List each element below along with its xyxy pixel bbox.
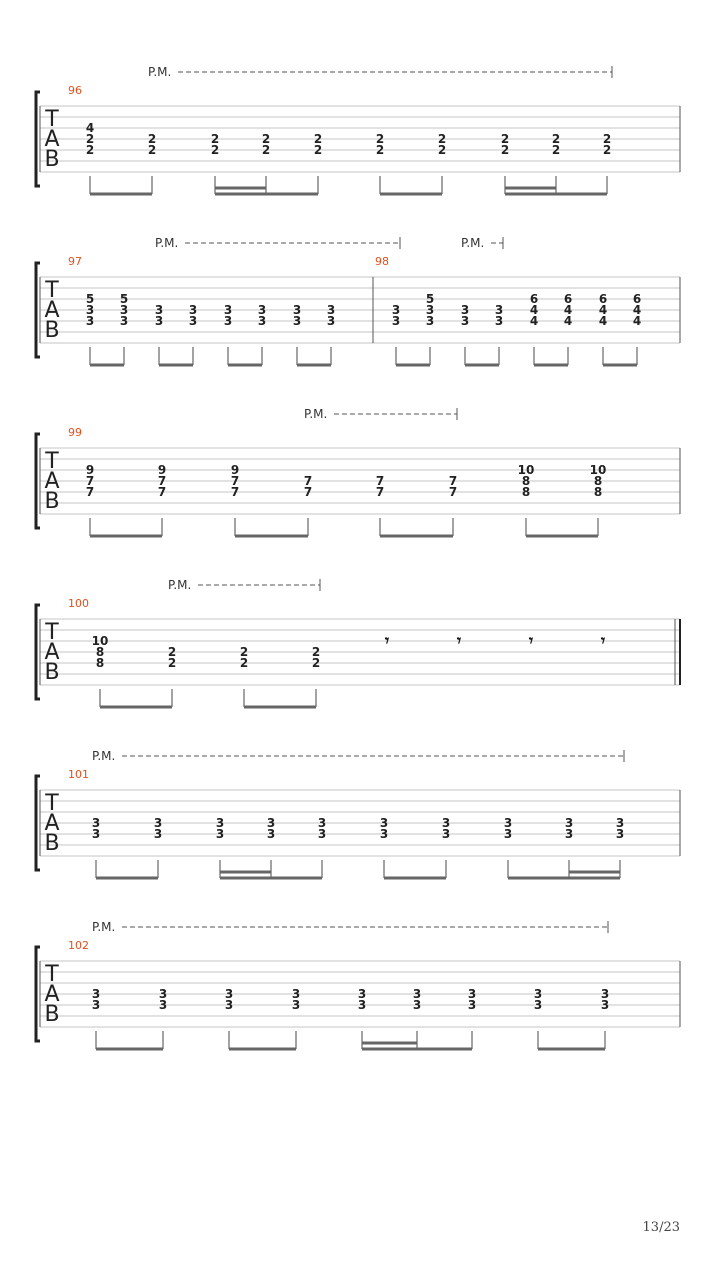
fret-number: 2	[500, 143, 510, 157]
bar-number: 97	[68, 255, 82, 268]
fret-number: 3	[257, 314, 267, 328]
tab-clef-letter: T	[45, 791, 59, 816]
fret-number: 7	[85, 474, 95, 488]
tab-clef-letter: B	[44, 147, 60, 172]
fret-number: 3	[224, 987, 234, 1001]
fret-number: 6	[598, 292, 608, 306]
fret-number: 3	[564, 816, 574, 830]
fret-number: 3	[467, 987, 477, 1001]
fret-number: 4	[529, 314, 539, 328]
fret-number: 3	[494, 303, 504, 317]
fret-number: 3	[266, 827, 276, 841]
fret-number: 2	[167, 656, 177, 670]
fret-number: 3	[460, 314, 470, 328]
fret-number: 3	[223, 303, 233, 317]
fret-number: 3	[379, 816, 389, 830]
palm-mute-label: P.M.	[155, 236, 179, 250]
tab-clef-letter: B	[44, 318, 60, 343]
fret-number: 2	[210, 132, 220, 146]
fret-number: 2	[239, 656, 249, 670]
fret-number: 5	[119, 292, 129, 306]
fret-number: 2	[261, 132, 271, 146]
fret-number: 2	[311, 656, 321, 670]
fret-number: 3	[153, 816, 163, 830]
fret-number: 3	[317, 816, 327, 830]
fret-number: 2	[437, 132, 447, 146]
fret-number: 7	[230, 485, 240, 499]
tab-clef-letter: B	[44, 660, 60, 685]
fret-number: 9	[157, 463, 167, 477]
fret-number: 4	[85, 121, 95, 135]
tab-clef-letter: T	[45, 449, 59, 474]
system-bracket	[36, 605, 40, 699]
fret-number: 3	[257, 303, 267, 317]
fret-number: 6	[632, 292, 642, 306]
bar-number: 101	[68, 768, 89, 781]
fret-number: 2	[375, 143, 385, 157]
fret-number: 3	[326, 314, 336, 328]
system-bracket	[36, 92, 40, 186]
fret-number: 3	[292, 303, 302, 317]
fret-number: 3	[119, 314, 129, 328]
fret-number: 9	[85, 463, 95, 477]
tab-clef-letter: A	[44, 127, 60, 152]
tab-clef-letter: B	[44, 1002, 60, 1027]
fret-number: 3	[215, 816, 225, 830]
fret-number: 7	[303, 485, 313, 499]
fret-number: 3	[158, 998, 168, 1012]
fret-number: 3	[154, 314, 164, 328]
system-bracket	[36, 263, 40, 357]
eighth-rest: 𝄾	[600, 631, 606, 650]
fret-number: 2	[85, 132, 95, 146]
fret-number: 2	[147, 132, 157, 146]
fret-number: 7	[375, 474, 385, 488]
fret-number: 3	[460, 303, 470, 317]
fret-number: 9	[230, 463, 240, 477]
fret-number: 3	[91, 827, 101, 841]
eighth-rest: 𝄾	[384, 631, 390, 650]
fret-number: 3	[425, 314, 435, 328]
fret-number: 3	[91, 998, 101, 1012]
fret-number: 3	[224, 998, 234, 1012]
fret-number: 2	[551, 143, 561, 157]
fret-number: 8	[95, 656, 105, 670]
fret-number: 8	[593, 485, 603, 499]
fret-number: 3	[600, 998, 610, 1012]
fret-number: 2	[602, 132, 612, 146]
page-number: 13/23	[642, 1220, 680, 1235]
fret-number: 2	[239, 645, 249, 659]
fret-number: 3	[292, 314, 302, 328]
tab-clef-letter: A	[44, 640, 60, 665]
tab-clef-letter: B	[44, 831, 60, 856]
fret-number: 8	[521, 485, 531, 499]
fret-number: 2	[375, 132, 385, 146]
fret-number: 7	[157, 485, 167, 499]
fret-number: 10	[91, 634, 109, 648]
tab-clef-letter: A	[44, 469, 60, 494]
tab-clef-letter: A	[44, 982, 60, 1007]
fret-number: 3	[600, 987, 610, 1001]
fret-number: 3	[391, 303, 401, 317]
eighth-rest: 𝄾	[456, 631, 462, 650]
fret-number: 3	[391, 314, 401, 328]
palm-mute-label: P.M.	[92, 920, 116, 934]
fret-number: 3	[153, 827, 163, 841]
bar-number: 102	[68, 939, 89, 952]
fret-number: 8	[593, 474, 603, 488]
fret-number: 2	[313, 143, 323, 157]
fret-number: 3	[266, 816, 276, 830]
fret-number: 2	[85, 143, 95, 157]
fret-number: 2	[147, 143, 157, 157]
palm-mute-label: P.M.	[304, 407, 328, 421]
fret-number: 3	[425, 303, 435, 317]
fret-number: 2	[261, 143, 271, 157]
fret-number: 3	[533, 987, 543, 1001]
fret-number: 6	[563, 292, 573, 306]
fret-number: 3	[188, 314, 198, 328]
fret-number: 3	[357, 998, 367, 1012]
system-bracket	[36, 434, 40, 528]
tab-clef-letter: A	[44, 298, 60, 323]
fret-number: 2	[551, 132, 561, 146]
fret-number: 5	[85, 292, 95, 306]
fret-number: 4	[563, 314, 573, 328]
fret-number: 3	[85, 314, 95, 328]
fret-number: 3	[564, 827, 574, 841]
fret-number: 3	[357, 987, 367, 1001]
tab-clef-letter: A	[44, 811, 60, 836]
fret-number: 3	[158, 987, 168, 1001]
fret-number: 2	[602, 143, 612, 157]
fret-number: 3	[291, 987, 301, 1001]
fret-number: 3	[441, 816, 451, 830]
fret-number: 4	[563, 303, 573, 317]
tab-clef-letter: B	[44, 489, 60, 514]
bar-number: 100	[68, 597, 89, 610]
fret-number: 3	[91, 987, 101, 1001]
fret-number: 8	[95, 645, 105, 659]
fret-number: 7	[85, 485, 95, 499]
fret-number: 5	[425, 292, 435, 306]
fret-number: 3	[467, 998, 477, 1012]
palm-mute-label: P.M.	[148, 65, 172, 79]
fret-number: 3	[91, 816, 101, 830]
fret-number: 3	[533, 998, 543, 1012]
fret-number: 7	[448, 474, 458, 488]
fret-number: 3	[379, 827, 389, 841]
bar-number: 99	[68, 426, 82, 439]
bar-number: 98	[375, 255, 389, 268]
fret-number: 3	[441, 827, 451, 841]
tab-clef-letter: T	[45, 620, 59, 645]
fret-number: 3	[85, 303, 95, 317]
fret-number: 3	[223, 314, 233, 328]
fret-number: 10	[517, 463, 535, 477]
fret-number: 3	[215, 827, 225, 841]
system-bracket	[36, 776, 40, 870]
fret-number: 2	[167, 645, 177, 659]
fret-number: 4	[598, 314, 608, 328]
fret-number: 4	[598, 303, 608, 317]
fret-number: 3	[412, 998, 422, 1012]
fret-number: 3	[317, 827, 327, 841]
fret-number: 3	[326, 303, 336, 317]
fret-number: 4	[632, 314, 642, 328]
tab-clef-letter: T	[45, 962, 59, 987]
fret-number: 10	[589, 463, 607, 477]
fret-number: 2	[500, 132, 510, 146]
palm-mute-label: P.M.	[461, 236, 485, 250]
system-bracket	[36, 947, 40, 1041]
eighth-rest: 𝄾	[528, 631, 534, 650]
fret-number: 4	[632, 303, 642, 317]
fret-number: 3	[615, 816, 625, 830]
fret-number: 3	[494, 314, 504, 328]
fret-number: 3	[188, 303, 198, 317]
fret-number: 3	[119, 303, 129, 317]
fret-number: 3	[503, 827, 513, 841]
fret-number: 7	[157, 474, 167, 488]
fret-number: 8	[521, 474, 531, 488]
fret-number: 3	[615, 827, 625, 841]
fret-number: 6	[529, 292, 539, 306]
palm-mute-label: P.M.	[168, 578, 192, 592]
fret-number: 4	[529, 303, 539, 317]
fret-number: 3	[291, 998, 301, 1012]
fret-number: 7	[230, 474, 240, 488]
bar-number: 96	[68, 84, 82, 97]
fret-number: 2	[311, 645, 321, 659]
fret-number: 3	[412, 987, 422, 1001]
fret-number: 2	[210, 143, 220, 157]
tab-clef-letter: T	[45, 278, 59, 303]
fret-number: 3	[154, 303, 164, 317]
fret-number: 2	[437, 143, 447, 157]
tab-clef-letter: T	[45, 107, 59, 132]
fret-number: 7	[375, 485, 385, 499]
fret-number: 2	[313, 132, 323, 146]
fret-number: 7	[303, 474, 313, 488]
fret-number: 7	[448, 485, 458, 499]
fret-number: 3	[503, 816, 513, 830]
palm-mute-label: P.M.	[92, 749, 116, 763]
